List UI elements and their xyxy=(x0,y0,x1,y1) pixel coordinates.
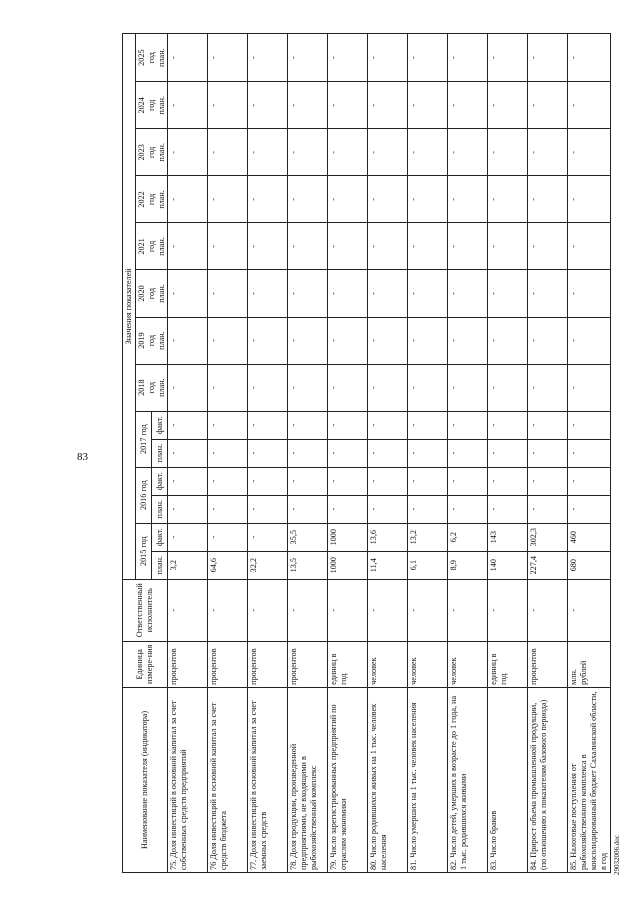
value-cell: - xyxy=(448,495,488,523)
value-cell: - xyxy=(288,364,328,411)
header-values-group: Значения показателей xyxy=(123,34,136,580)
indicator-name-cell xyxy=(208,687,248,872)
value-cell: - xyxy=(168,411,208,439)
value-cell: - xyxy=(168,129,208,176)
value-cell: - xyxy=(168,439,208,467)
value-cell: - xyxy=(248,523,288,551)
value-cell: 302,3 xyxy=(528,523,568,551)
value-cell: - xyxy=(568,82,610,129)
indicator-name: Число родившихся живых на 1 тыс. человек населения xyxy=(369,703,389,870)
value-cell: - xyxy=(288,82,328,129)
unit-cell: человек xyxy=(368,641,408,687)
value-cell: - xyxy=(328,223,368,270)
value-cell: - xyxy=(488,411,528,439)
value-cell: - xyxy=(208,82,248,129)
value-cell: - xyxy=(488,439,528,467)
value-cell: - xyxy=(168,364,208,411)
value-cell: 11,4 xyxy=(368,551,408,579)
table-row xyxy=(208,34,248,873)
value-cell: - xyxy=(248,467,288,495)
value-cell: - xyxy=(248,34,288,82)
value-cell: - xyxy=(568,34,610,82)
indicator-name-cell xyxy=(408,687,448,872)
value-cell: - xyxy=(288,270,328,317)
value-cell: - xyxy=(328,364,368,411)
header-2016-fact: факт. xyxy=(152,467,168,495)
value-cell: - xyxy=(488,82,528,129)
responsible-cell: - xyxy=(168,579,208,641)
value-cell: 227,4 xyxy=(528,551,568,579)
indicator-name-cell xyxy=(288,687,328,872)
value-cell: - xyxy=(248,439,288,467)
value-cell: - xyxy=(248,82,288,129)
value-cell: - xyxy=(488,34,528,82)
value-cell: - xyxy=(448,270,488,317)
value-cell: - xyxy=(208,364,248,411)
value-cell: - xyxy=(488,467,528,495)
header-year-2025: 2025 год план. xyxy=(135,34,168,82)
responsible-cell: - xyxy=(488,579,528,641)
value-cell: - xyxy=(408,270,448,317)
header-year-2022: 2022 год план. xyxy=(135,176,168,223)
value-cell: - xyxy=(528,495,568,523)
indicator-name-cell xyxy=(248,687,288,872)
value-cell: - xyxy=(168,270,208,317)
header-year-2016: 2016 год xyxy=(135,467,151,523)
table-row xyxy=(408,34,448,873)
value-cell: 6,2 xyxy=(448,523,488,551)
header-name: Наименование показателя (индикатора) xyxy=(123,687,168,872)
row-number: 82. xyxy=(449,859,459,870)
table-row xyxy=(328,34,368,873)
value-cell: - xyxy=(528,317,568,364)
value-cell: - xyxy=(248,411,288,439)
value-cell: - xyxy=(408,82,448,129)
value-cell: - xyxy=(408,223,448,270)
value-cell: - xyxy=(368,467,408,495)
header-unit: Единица измере-ния xyxy=(123,641,168,687)
footer-file-code: 29032006.doc xyxy=(613,835,621,875)
table-row xyxy=(248,34,288,873)
responsible-cell: - xyxy=(528,579,568,641)
indicator-name-cell xyxy=(368,687,408,872)
value-cell: - xyxy=(488,495,528,523)
value-cell: - xyxy=(288,34,328,82)
value-cell: - xyxy=(568,439,610,467)
value-cell: - xyxy=(248,176,288,223)
value-cell: - xyxy=(448,223,488,270)
responsible-cell: - xyxy=(568,579,610,641)
value-cell: - xyxy=(408,176,448,223)
value-cell: - xyxy=(368,439,408,467)
responsible-cell: - xyxy=(328,579,368,641)
value-cell: - xyxy=(288,411,328,439)
value-cell: - xyxy=(528,129,568,176)
header-year-2024: 2024 год план. xyxy=(135,82,168,129)
value-cell: - xyxy=(208,129,248,176)
value-cell: - xyxy=(408,364,448,411)
value-cell: - xyxy=(568,223,610,270)
value-cell: - xyxy=(248,270,288,317)
value-cell: 13,5 xyxy=(288,551,328,579)
value-cell: - xyxy=(328,317,368,364)
indicator-name-cell xyxy=(528,687,568,872)
value-cell: - xyxy=(568,129,610,176)
value-cell: - xyxy=(528,223,568,270)
value-cell: - xyxy=(528,82,568,129)
value-cell: 32,2 xyxy=(248,551,288,579)
header-year-2019: 2019 год план. xyxy=(135,317,168,364)
value-cell: - xyxy=(168,82,208,129)
value-cell: - xyxy=(368,82,408,129)
value-cell: - xyxy=(448,411,488,439)
value-cell: - xyxy=(408,411,448,439)
value-cell: - xyxy=(168,34,208,82)
unit-cell: единиц в год xyxy=(488,641,528,687)
value-cell: - xyxy=(568,364,610,411)
value-cell: - xyxy=(568,317,610,364)
indicator-name: Доля инвестиций в основной капитал за счет заемных средств xyxy=(249,700,269,870)
value-cell: - xyxy=(328,467,368,495)
unit-cell: единиц в год xyxy=(328,641,368,687)
value-cell: - xyxy=(208,34,248,82)
value-cell: - xyxy=(408,34,448,82)
value-cell: 13,2 xyxy=(408,523,448,551)
value-cell: 680 xyxy=(568,551,610,579)
value-cell: - xyxy=(288,129,328,176)
indicators-table xyxy=(122,33,611,873)
value-cell: - xyxy=(488,223,528,270)
row-number: 81. xyxy=(409,859,419,870)
value-cell: - xyxy=(408,439,448,467)
unit-cell: процентов xyxy=(168,641,208,687)
value-cell: - xyxy=(208,270,248,317)
table-body xyxy=(168,34,610,873)
value-cell: - xyxy=(368,223,408,270)
value-cell: - xyxy=(528,34,568,82)
indicator-name: Налоговые поступления от рыбохозяйственного комплекса в консолидированный бюджет Сахалинской области, в год xyxy=(569,691,608,870)
value-cell: 64,6 xyxy=(208,551,248,579)
value-cell: - xyxy=(168,467,208,495)
value-cell: - xyxy=(408,495,448,523)
value-cell: 35,5 xyxy=(288,523,328,551)
value-cell: - xyxy=(288,176,328,223)
value-cell: - xyxy=(288,317,328,364)
value-cell: - xyxy=(368,270,408,317)
row-number: 85. xyxy=(569,859,579,870)
header-year-2020: 2020 год план. xyxy=(135,270,168,317)
value-cell: - xyxy=(288,439,328,467)
value-cell: - xyxy=(568,411,610,439)
value-cell: - xyxy=(488,364,528,411)
header-year-2015: 2015 год xyxy=(135,523,151,579)
value-cell: - xyxy=(168,223,208,270)
value-cell: - xyxy=(408,467,448,495)
header-responsible: Ответственный исполнитель xyxy=(123,579,168,641)
table-row xyxy=(288,34,328,873)
value-cell: - xyxy=(368,411,408,439)
value-cell: - xyxy=(248,495,288,523)
value-cell: - xyxy=(448,317,488,364)
value-cell: - xyxy=(328,411,368,439)
responsible-cell: - xyxy=(368,579,408,641)
value-cell: 3,2 xyxy=(168,551,208,579)
unit-cell: процентов xyxy=(288,641,328,687)
indicator-name-cell xyxy=(168,687,208,872)
table-header xyxy=(123,34,168,873)
table-row xyxy=(168,34,208,873)
value-cell: - xyxy=(568,467,610,495)
value-cell: - xyxy=(208,467,248,495)
value-cell: 140 xyxy=(488,551,528,579)
header-2015-fact: факт. xyxy=(152,523,168,551)
value-cell: - xyxy=(368,176,408,223)
value-cell: - xyxy=(448,34,488,82)
indicator-name-cell xyxy=(568,687,610,872)
value-cell: - xyxy=(168,523,208,551)
value-cell: - xyxy=(448,82,488,129)
value-cell: - xyxy=(288,495,328,523)
value-cell: - xyxy=(528,176,568,223)
value-cell: 8,9 xyxy=(448,551,488,579)
value-cell: - xyxy=(248,364,288,411)
table-row xyxy=(528,34,568,873)
value-cell: - xyxy=(248,129,288,176)
value-cell: - xyxy=(208,495,248,523)
page-number: 83 xyxy=(77,451,88,463)
responsible-cell: - xyxy=(288,579,328,641)
row-number: 84. xyxy=(529,859,539,870)
value-cell: 1000 xyxy=(328,523,368,551)
unit-cell: процентов xyxy=(248,641,288,687)
value-cell: - xyxy=(168,176,208,223)
responsible-cell: - xyxy=(448,579,488,641)
value-cell: - xyxy=(368,495,408,523)
unit-cell: человек xyxy=(408,641,448,687)
indicator-name: Прирост объема промышленной продукции, (по отношению к показателям базового периода) xyxy=(529,699,549,870)
value-cell: - xyxy=(208,523,248,551)
value-cell: - xyxy=(528,411,568,439)
value-cell: - xyxy=(368,34,408,82)
indicator-name: Число зарегистрированных предприятий по отраслям экономики xyxy=(329,704,349,870)
rotated-document-page xyxy=(122,33,606,873)
indicator-name-cell xyxy=(328,687,368,872)
value-cell: - xyxy=(368,364,408,411)
value-cell: - xyxy=(328,270,368,317)
value-cell: - xyxy=(208,317,248,364)
indicator-name: Доля инвестиций в основной капитал за счет собственных средств предприятий xyxy=(169,700,189,870)
value-cell: - xyxy=(328,439,368,467)
value-cell: - xyxy=(528,467,568,495)
value-cell: - xyxy=(568,270,610,317)
value-cell: 6,1 xyxy=(408,551,448,579)
value-cell: - xyxy=(208,439,248,467)
value-cell: - xyxy=(568,176,610,223)
value-cell: - xyxy=(248,317,288,364)
row-number: 80. xyxy=(369,859,379,870)
value-cell: - xyxy=(368,129,408,176)
indicator-name-cell xyxy=(488,687,528,872)
responsible-cell: - xyxy=(408,579,448,641)
value-cell: - xyxy=(448,364,488,411)
value-cell: - xyxy=(528,439,568,467)
value-cell: - xyxy=(328,176,368,223)
value-cell: - xyxy=(408,317,448,364)
value-cell: - xyxy=(448,467,488,495)
header-year-2023: 2023 год план. xyxy=(135,129,168,176)
value-cell: - xyxy=(288,223,328,270)
header-year-2017: 2017 год xyxy=(135,411,151,467)
row-number: 76 xyxy=(209,861,219,870)
table-row xyxy=(488,34,528,873)
value-cell: - xyxy=(528,270,568,317)
value-cell: - xyxy=(488,317,528,364)
value-cell: 13,6 xyxy=(368,523,408,551)
header-2016-plan: план. xyxy=(152,495,168,523)
header-year-2018: 2018 год план. xyxy=(135,364,168,411)
value-cell: 460 xyxy=(568,523,610,551)
header-2015-plan: план. xyxy=(152,551,168,579)
indicator-name: Доля продукции, произведенной предприятиями, не входящими в рыбохозяйственный комплекс xyxy=(289,743,319,870)
unit-cell: человек xyxy=(448,641,488,687)
value-cell: - xyxy=(208,176,248,223)
unit-cell: процентов xyxy=(528,641,568,687)
table-row xyxy=(448,34,488,873)
value-cell: - xyxy=(568,495,610,523)
value-cell: - xyxy=(288,467,328,495)
indicator-name: Доля инвестиций в основной капитал за счет средств бюджета xyxy=(209,702,229,870)
value-cell: - xyxy=(208,411,248,439)
value-cell: - xyxy=(448,129,488,176)
value-cell: - xyxy=(528,364,568,411)
responsible-cell: - xyxy=(248,579,288,641)
indicator-name: Число детей, умерших в возрасте до 1 года, на 1 тыс. родившихся живыми xyxy=(449,695,469,870)
row-number: 83. xyxy=(489,859,499,870)
value-cell: - xyxy=(328,82,368,129)
value-cell: 1000 xyxy=(328,551,368,579)
unit-cell: млн. рублей xyxy=(568,641,610,687)
value-cell: - xyxy=(208,223,248,270)
value-cell: - xyxy=(448,439,488,467)
indicator-name: Число умерших на 1 тыс. человек населения xyxy=(409,702,419,858)
table-row xyxy=(368,34,408,873)
value-cell: - xyxy=(328,34,368,82)
value-cell: - xyxy=(488,129,528,176)
value-cell: - xyxy=(168,495,208,523)
value-cell: - xyxy=(488,270,528,317)
value-cell: 143 xyxy=(488,523,528,551)
header-2017-plan: план. xyxy=(152,439,168,467)
value-cell: - xyxy=(488,176,528,223)
responsible-cell: - xyxy=(208,579,248,641)
indicator-name-cell xyxy=(448,687,488,872)
row-number: 75. xyxy=(169,859,179,870)
value-cell: - xyxy=(168,317,208,364)
row-number: 78. xyxy=(289,859,299,870)
unit-cell: процентов xyxy=(208,641,248,687)
header-year-2021: 2021 год план. xyxy=(135,223,168,270)
value-cell: - xyxy=(368,317,408,364)
row-number: 77. xyxy=(249,859,259,870)
value-cell: - xyxy=(328,495,368,523)
indicator-name: Число браков xyxy=(489,810,499,858)
row-number: 79. xyxy=(329,859,339,870)
value-cell: - xyxy=(408,129,448,176)
header-2017-fact: факт. xyxy=(152,411,168,439)
value-cell: - xyxy=(328,129,368,176)
value-cell: - xyxy=(248,223,288,270)
value-cell: - xyxy=(448,176,488,223)
table-row xyxy=(568,34,610,873)
